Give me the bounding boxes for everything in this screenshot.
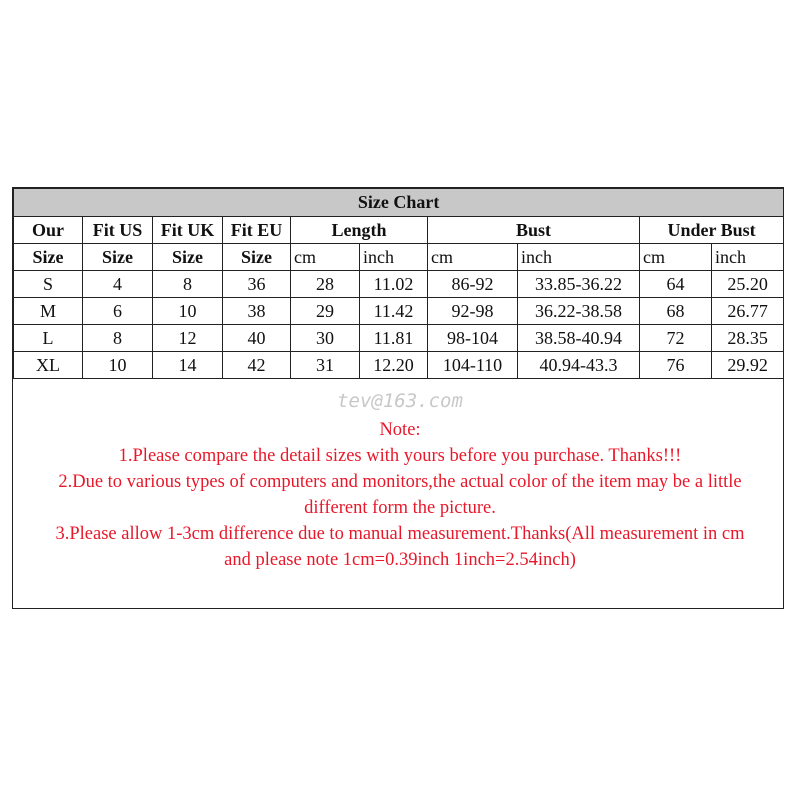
unit-under-bust-cm: cm bbox=[640, 244, 712, 271]
cell-bust-inch: 40.94-43.3 bbox=[518, 352, 640, 379]
cell-fit-eu: 40 bbox=[223, 325, 291, 352]
cell-fit-eu: 42 bbox=[223, 352, 291, 379]
unit-under-bust-inch: inch bbox=[712, 244, 784, 271]
note-line: 2.Due to various types of computers and monitors,the actual color of the item may be a little bbox=[58, 472, 742, 492]
cell-fit-eu: 38 bbox=[223, 298, 291, 325]
cell-fit-uk: 8 bbox=[153, 271, 223, 298]
cell-under-bust-cm: 68 bbox=[640, 298, 712, 325]
unit-bust-inch: inch bbox=[518, 244, 640, 271]
cell-bust-cm: 92-98 bbox=[428, 298, 518, 325]
cell-bust-inch: 38.58-40.94 bbox=[518, 325, 640, 352]
header-our-sub: Size bbox=[14, 244, 83, 271]
cell-fit-us: 4 bbox=[83, 271, 153, 298]
cell-length-inch: 11.42 bbox=[360, 298, 428, 325]
cell-fit-uk: 14 bbox=[153, 352, 223, 379]
table-row bbox=[14, 271, 784, 298]
cell-fit-eu: 36 bbox=[223, 271, 291, 298]
unit-bust-cm: cm bbox=[428, 244, 518, 271]
cell-under-bust-inch: 29.92 bbox=[712, 352, 784, 379]
cell-bust-cm: 104-110 bbox=[428, 352, 518, 379]
cell-under-bust-inch: 25.20 bbox=[712, 271, 784, 298]
table-row bbox=[14, 352, 784, 379]
unit-length-cm: cm bbox=[291, 244, 360, 271]
header-fit-uk-sub: Size bbox=[153, 244, 223, 271]
note-line: 1.Please compare the detail sizes with yours before you purchase. Thanks!!! bbox=[118, 446, 682, 466]
cell-fit-us: 10 bbox=[83, 352, 153, 379]
cell-under-bust-cm: 76 bbox=[640, 352, 712, 379]
note-line: different form the picture. bbox=[304, 498, 496, 518]
cell-under-bust-cm: 72 bbox=[640, 325, 712, 352]
cell-our-size: L bbox=[14, 325, 83, 352]
header-fit-eu: Fit EU bbox=[223, 217, 291, 244]
cell-length-cm: 30 bbox=[291, 325, 360, 352]
note-line: and please note 1cm=0.39inch 1inch=2.54inch) bbox=[224, 550, 576, 570]
header-fit-us-sub: Size bbox=[83, 244, 153, 271]
cell-length-inch: 12.20 bbox=[360, 352, 428, 379]
cell-under-bust-cm: 64 bbox=[640, 271, 712, 298]
cell-under-bust-inch: 26.77 bbox=[712, 298, 784, 325]
size-rows bbox=[14, 271, 784, 379]
cell-fit-us: 6 bbox=[83, 298, 153, 325]
notes-heading: Note: bbox=[379, 420, 421, 440]
header-fit-eu-sub: Size bbox=[223, 244, 291, 271]
cell-bust-inch: 33.85-36.22 bbox=[518, 271, 640, 298]
header-fit-us: Fit US bbox=[83, 217, 153, 244]
cell-length-cm: 28 bbox=[291, 271, 360, 298]
cell-fit-us: 8 bbox=[83, 325, 153, 352]
cell-our-size: M bbox=[14, 298, 83, 325]
header-fit-uk: Fit UK bbox=[153, 217, 223, 244]
cell-bust-cm: 86-92 bbox=[428, 271, 518, 298]
table-row bbox=[14, 298, 784, 325]
cell-length-inch: 11.02 bbox=[360, 271, 428, 298]
cell-under-bust-inch: 28.35 bbox=[712, 325, 784, 352]
unit-length-inch: inch bbox=[360, 244, 428, 271]
cell-bust-inch: 36.22-38.58 bbox=[518, 298, 640, 325]
header-under-bust: Under Bust bbox=[640, 217, 784, 244]
header-our: Our bbox=[14, 217, 83, 244]
header-length: Length bbox=[291, 217, 428, 244]
note-line: 3.Please allow 1-3cm difference due to manual measurement.Thanks(All measurement in cm bbox=[55, 524, 745, 544]
notes bbox=[18, 417, 782, 573]
table-row bbox=[14, 325, 784, 352]
cell-length-cm: 31 bbox=[291, 352, 360, 379]
cell-bust-cm: 98-104 bbox=[428, 325, 518, 352]
cell-length-inch: 11.81 bbox=[360, 325, 428, 352]
cell-our-size: XL bbox=[14, 352, 83, 379]
cell-fit-uk: 10 bbox=[153, 298, 223, 325]
cell-fit-uk: 12 bbox=[153, 325, 223, 352]
cell-our-size: S bbox=[14, 271, 83, 298]
watermark: tev@163.com bbox=[337, 390, 463, 412]
cell-length-cm: 29 bbox=[291, 298, 360, 325]
size-chart-table bbox=[13, 188, 784, 379]
header-bust: Bust bbox=[428, 217, 640, 244]
size-chart-title: Size Chart bbox=[14, 189, 784, 217]
